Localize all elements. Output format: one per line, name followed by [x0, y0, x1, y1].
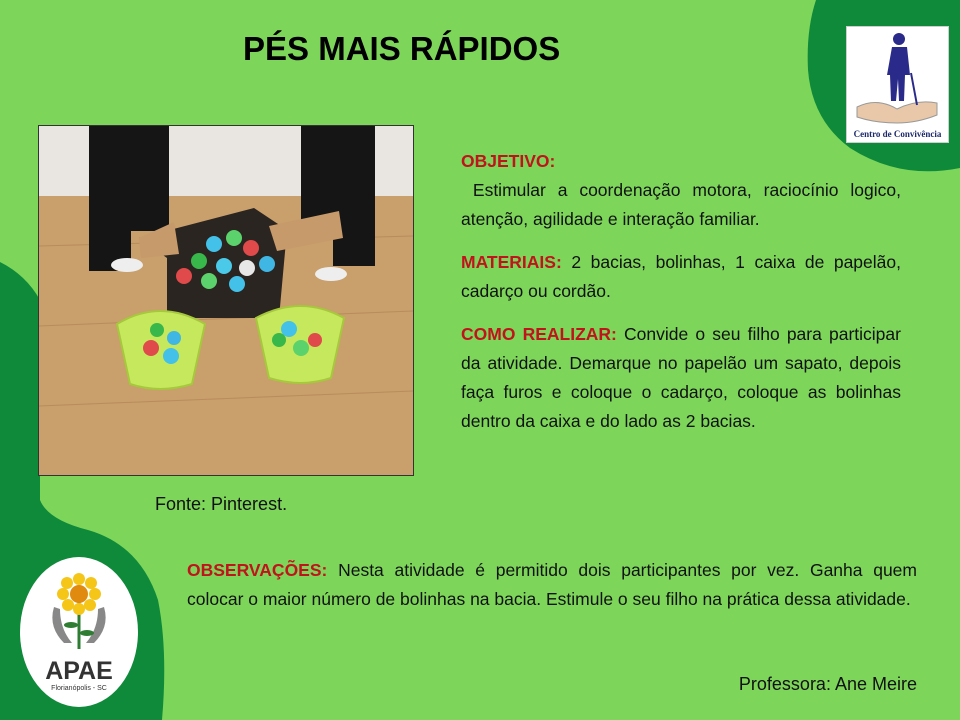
slide-title: PÉS MAIS RÁPIDOS: [243, 30, 561, 67]
materiais-section: [461, 248, 901, 306]
apae-logo: [20, 557, 138, 707]
activity-photo: [38, 125, 414, 476]
materiais-label: MATERIAIS:: [461, 252, 562, 272]
centro-logo-caption: Centro de Convivência: [853, 129, 942, 139]
observacoes-section: [187, 556, 917, 614]
materiais-text: 2 bacias, bolinhas, 1 caixa de papelão, cadarço ou cordão.: [461, 252, 901, 301]
observacoes-label: OBSERVAÇÕES:: [187, 560, 328, 580]
objetivo-section: [461, 147, 901, 234]
como-realizar-section: [461, 320, 901, 436]
apae-name: APAE: [45, 657, 113, 685]
como-realizar-text: Convide o seu filho para participar da atividade. Demarque no papelão um sapato, depois faça furos e coloque o cadarço, coloque as bolinhas dentro da caixa e do lado as 2 bacias.: [461, 324, 901, 431]
activity-details: [461, 147, 901, 450]
apae-city: Florianópolis - SC: [51, 685, 107, 692]
centro-convivencia-logo: [846, 26, 949, 143]
observacoes-text: Nesta atividade é permitido dois participantes por vez. Ganha quem colocar o maior número de bolinhas na bacia. Estimule o seu filho na prática dessa atividade.: [187, 560, 917, 609]
como-realizar-label: COMO REALIZAR:: [461, 324, 617, 344]
photo-source: Fonte: Pinterest.: [155, 494, 288, 514]
objetivo-text: Estimular a coordenação motora, raciocínio logico, atenção, agilidade e interação familiar.: [461, 180, 901, 229]
objetivo-label: OBJETIVO:: [461, 151, 556, 171]
teacher-credit: Professora: Ane Meire: [738, 674, 917, 694]
